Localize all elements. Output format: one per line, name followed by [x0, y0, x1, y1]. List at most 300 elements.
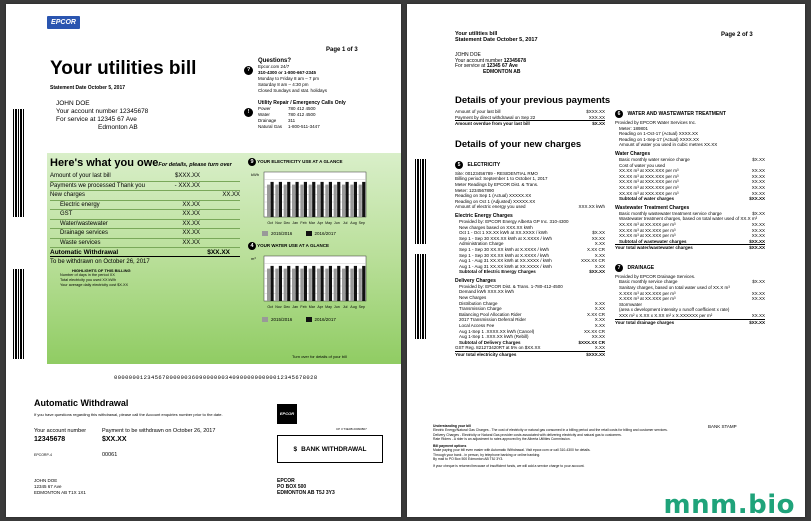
energy-charge-row-label: Sep 1 - Sep 30 XXX.XX kWh at X.XXXX / kWh [459, 235, 553, 241]
delivery-charge-row-label: Aug 1-Sep 1 .XXXX.XX kWh (Cancel) [459, 328, 535, 334]
owe-row-value: XX.XX [182, 201, 200, 208]
statement-date: Statement Date October 5, 2017 [50, 85, 126, 91]
electric-use-chart [250, 170, 368, 226]
row-value: $XXX.XX [586, 109, 605, 114]
energy-charge-row-value: X.XX [594, 252, 605, 258]
electricity-info-line: Site: 00123456789 - RESIDENTIAL RMO [455, 170, 538, 176]
gst-row-label: GST Reg. 821273420RT at 5% on $XX.XX [455, 345, 541, 351]
bar-current [304, 182, 307, 217]
month-tick-label: Jun [333, 221, 340, 225]
bar-previous [300, 185, 303, 217]
bar-current [362, 266, 365, 301]
bar-current [279, 182, 282, 217]
account-number: 12345678 [503, 57, 526, 64]
owe-row-label: GST [60, 211, 73, 217]
question-icon: ? [244, 66, 253, 75]
delivery-charge-row-value: X.XX CR [586, 311, 605, 317]
drainage-charge-row-value: $X.XX [752, 279, 765, 285]
new-charges-title: Details of your new charges [455, 138, 582, 150]
wastewater-charge-row-label: XX.XX m³ at XX.XXX per m³ [619, 233, 676, 239]
bar-previous [317, 185, 320, 217]
bank-withdrawal-box [277, 435, 383, 463]
customer-name: JOHN DOE [56, 100, 90, 107]
energy-sub-line: Provided by: EPCOR Energy Alberta GP Inc. 310-4300 [459, 218, 569, 224]
charges-right-column [615, 102, 765, 325]
drainage-charge-row-label: X.XXX m³ at XX.XXX per m³ [619, 290, 676, 296]
month-tick-label: Mar [308, 305, 315, 309]
electric-legend [262, 231, 336, 236]
energy-sub-line: New charges based on XXX.XX kWh [459, 224, 533, 230]
bill-title: Your utilities bill [50, 58, 197, 79]
drainage-charge-row-label: Stormwater [619, 301, 643, 307]
bar-previous [275, 269, 278, 301]
month-tick-label: May [325, 305, 332, 309]
bar-previous [309, 269, 312, 301]
wastewater-charge-row-label: Wastewater treatment charges, based on total water used of XX.X m³ [619, 216, 758, 222]
bar-previous [359, 185, 362, 217]
month-tick-label: Apr [317, 221, 323, 225]
delivery-charge-row-value: XX.XX [591, 334, 605, 340]
month-tick-label: Sep [358, 305, 366, 309]
bar-current [346, 182, 349, 217]
dollar-icon: $ [293, 445, 298, 453]
bill-page-1 [6, 4, 401, 517]
water-total [615, 244, 765, 251]
bar-current [321, 266, 324, 301]
bar-previous [342, 185, 345, 217]
watermark: mnm.bio [663, 490, 795, 520]
month-tick-label: May [325, 221, 332, 225]
bar-current [296, 182, 299, 217]
legend-label: 2015/2016 [271, 317, 293, 322]
owe-row-label: Amount of your last bill [50, 173, 111, 179]
withdrawal-date: To be withdrawn on October 26, 2017 [50, 259, 150, 265]
month-tick-label: Jul [342, 305, 348, 309]
owe-row-value: XX.XX [182, 239, 200, 246]
chart-unit: m³ [251, 256, 256, 261]
energy-used-value: XXX.XX kWh [578, 204, 605, 210]
water-meter-line: Reading on 1-Sep-17 (Actual) XXXX.XX [619, 136, 700, 142]
stub-payment-value: $XX.XX [102, 436, 127, 443]
emergency-service: Power [258, 106, 271, 111]
delivery-charge-row-label: 2017 Transmission Deferral Rider [459, 317, 527, 323]
stub-code-label: EPCORP-4 [34, 453, 52, 457]
cheque-note: If your cheque is returned because of insufficient funds, we will add a service charge to your account. [433, 464, 585, 469]
meter-line: Meter: 1234567890 [455, 187, 495, 193]
owe-row-label: New charges [50, 192, 86, 198]
bar-current [304, 266, 307, 301]
drainage-charge-row-value: XX.XX [751, 313, 765, 319]
bar-previous [300, 269, 303, 301]
emergency-service: Natural Gas [258, 124, 283, 129]
wastewater-charge-row-value: XX.XX [751, 233, 765, 239]
bar-previous [292, 185, 295, 217]
delivery-charge-row-label: New Charges [459, 295, 487, 301]
water-subtotal-value: $XX.XX [749, 196, 765, 202]
month-tick-label: Jan [292, 305, 299, 309]
drainage-charge-row-label: XXX m² x X.XX x X.XX m² x X.XXXXXX per m² [619, 313, 713, 319]
emergency-service: Water [258, 112, 270, 117]
water-info [615, 120, 765, 251]
owe-row [50, 191, 240, 201]
water-charge-row-value: XX.XX [751, 179, 765, 185]
water-legend [262, 317, 336, 322]
water-charge-row-label: Basic monthly water service charge [619, 156, 690, 162]
side-barcode [415, 159, 427, 244]
water-subtotal [615, 196, 765, 202]
address-line: EPCOR [277, 478, 295, 484]
electric-chart-header [248, 158, 343, 166]
electricity-info-line: Billing period: September 1 to October 1, 2017 [455, 176, 548, 182]
energy-charge-row-label: Oct 1 - Oct 1 XX.XX kWh at XX.XXXX / kWh [459, 230, 548, 236]
wastewater-charge-row-value: XX.XX [751, 227, 765, 233]
drainage-charge-row-value: XX.XX [751, 290, 765, 296]
footer-note: Rate Riders - A rider is an adjustment to rates approved by the Alberta Utilities Commission. [433, 436, 571, 441]
wastewater-subtotal-value: $XX.XX [749, 238, 765, 244]
wastewater-charge-row-label: XX.XX m³ at XX.XXX per m³ [619, 221, 676, 227]
water-charge-row-label: XX.XX m³ at XXX.XXX per m³ [619, 184, 679, 190]
water-use-chart [250, 254, 368, 310]
legend-label: 2016/2017 [314, 231, 336, 236]
water-provider: Provided by EPCOR Water Services Inc. [615, 120, 697, 125]
delivery-subtotal-value: $XXX.XX CR [578, 339, 605, 345]
water-charge-row-label: XX.XX m³ at XXX.XXX per m³ [619, 190, 679, 196]
owe-rows [50, 172, 240, 248]
bar-previous [267, 185, 270, 217]
emergency-box [244, 100, 394, 129]
highlights-title: HIGHLIGHTS OF THIS BILLING [72, 268, 131, 273]
total-value: $XXX.XX [586, 352, 605, 357]
bar-current [321, 182, 324, 217]
row-label: Amount overdue from your last bill [455, 121, 530, 127]
stub-payment-label: Payment to be withdrawn on October 26, 2017 [102, 428, 216, 434]
electricity-title: ELECTRICITY [467, 161, 501, 168]
chart-badge: 4 [248, 242, 256, 250]
questions-line[interactable]: 310-4300 or 1-800-667-2345 [258, 70, 317, 75]
electricity-total [455, 351, 605, 358]
row-value: XXX.XX [588, 114, 605, 120]
water-meter-line: Reading on 1-Oct-17 (Actual) XXXX.XX [619, 131, 699, 137]
bar-current [362, 182, 365, 217]
owe-row-label: Waste services [60, 239, 101, 246]
water-charge-row-label: XX.XX m³ at XXX.XXX per m³ [619, 168, 679, 174]
energy-charge-row-value: XXX.XX CR [580, 258, 605, 264]
water-charge-row-label: XX.XX m³ at XXX.XXX per m³ [619, 173, 679, 179]
month-tick-label: Nov [275, 305, 282, 309]
bar-current [271, 182, 274, 217]
account-label: Your account number [455, 57, 503, 64]
water-charge-row-label: Cost of water you used [619, 162, 666, 168]
bank-stamp-label: BANK STAMP [708, 424, 737, 429]
delivery-charge-row-value: X.XX [594, 323, 605, 329]
bill-page-2 [407, 4, 805, 517]
understanding-title: Understanding your bill [433, 424, 472, 428]
energy-charge-row-value: X.XX [594, 263, 605, 269]
address-line: PO BOX 500 [277, 484, 307, 490]
owe-row [50, 220, 240, 230]
service-label: For service at [56, 116, 96, 123]
footer-note: Electric Energy/Natural Gas Charges - The cost of electricity or natural gas consumed in a billing period and the retail costs for billing and customer services. [433, 428, 668, 433]
chart-badge: 9 [248, 158, 256, 166]
month-tick-label: Aug [350, 305, 357, 309]
energy-used-label: Amount of electric energy you used [455, 204, 526, 210]
delivery-charge-row-label: Local Access Fee [459, 323, 495, 329]
bar-current [354, 182, 357, 217]
owe-row-label: Payments we processed Thank you [50, 182, 145, 189]
energy-charge-row-label: Sep 1 - Sep 30 XX.XX kWh at X.XXXX / kWh [459, 246, 550, 252]
owe-row-value: XX.XX [222, 192, 240, 198]
auto-withdrawal-value: $XX.XX [207, 249, 230, 256]
bar-previous [317, 269, 320, 301]
owe-row [50, 201, 240, 211]
water-charge-row-value: XX.XX [751, 190, 765, 196]
bar-previous [334, 269, 337, 301]
meter-line: Reading on Oct 1 (Adjusted) XXXXX.XX [455, 198, 536, 204]
owe-row-value: XX.XX [182, 211, 200, 217]
payment-option: Through your bank - in person, by telephone banking or online banking. [433, 452, 541, 457]
bar-previous [350, 269, 353, 301]
drainage-info [615, 274, 765, 325]
wastewater-charge-row-value: $X.XX [752, 210, 765, 216]
total-label: Your total drainage charges [615, 319, 675, 325]
month-tick-label: Apr [317, 305, 323, 309]
legend-swatch-current [306, 317, 312, 322]
drainage-charge-row-label: Sanitary charges, based on total water used of XX.X m³ [619, 285, 730, 291]
emergency-phone: 311 [288, 118, 296, 123]
owe-row [50, 239, 240, 249]
stub-cp-code: CP 3 T3E0B 20090807 [336, 427, 367, 431]
questions-line[interactable]: Epcor.com 24/7 [258, 64, 290, 69]
total-label: Your total electricity charges [455, 352, 517, 357]
address-line: EDMONTON AB T1X 1X1 [34, 490, 86, 495]
month-tick-label: Nov [275, 221, 282, 225]
month-tick-label: Oct [267, 305, 273, 309]
bar-previous [342, 269, 345, 301]
emergency-phone: 780 412 4500 [288, 112, 316, 117]
total-value: $XX.XX [749, 245, 765, 251]
account-label: Your account number [56, 108, 118, 115]
bar-previous [334, 185, 337, 217]
month-tick-label: Feb [300, 305, 307, 309]
water-charge-row-value: XX.XX [751, 184, 765, 190]
previous-payment-row [455, 120, 605, 127]
drainage-charge-row-value: XX.XX [751, 296, 765, 302]
stub-account-number: 12345678 [34, 436, 66, 443]
section-badge: 5 [455, 161, 463, 169]
month-tick-label: Oct [267, 221, 273, 225]
drainage-charge-row-label: Basic monthly service charge [619, 279, 678, 285]
electric-chart-title: YOUR ELECTRICITY USE AT A GLANCE [257, 159, 343, 164]
wastewater-charge-row-label: XX.XX m³ at XX.XXX per m³ [619, 227, 676, 233]
delivery-sub-line: Provided by: EPCOR Dist. & Trans. 1-780-412-4500 [459, 283, 563, 289]
bar-current [354, 266, 357, 301]
emergency-title: Utility Repair / Emergency Calls Only [258, 100, 346, 106]
energy-charge-row-value: XX.XX [591, 235, 605, 241]
alert-icon: ! [244, 108, 253, 117]
total-value: $XX.XX [749, 319, 765, 325]
emergency-row [258, 124, 388, 130]
row-value: $X.XX [592, 121, 605, 127]
delivery-charges-title: Delivery Charges [455, 277, 496, 284]
delivery-charge-row-label: Aug 1-Sep 1 .XXX.XX kWh (Rebill) [459, 334, 529, 340]
epcor-logo: EPCOR [47, 16, 80, 29]
emergency-service: Drainage [258, 118, 277, 123]
page2-header [455, 31, 538, 44]
water-charge-row-value: XX.XX [751, 173, 765, 179]
month-tick-label: Jun [333, 305, 340, 309]
questions-line: Saturday 8 am – 4:30 pm [258, 82, 309, 87]
header-line: Statement Date October 5, 2017 [455, 37, 538, 44]
water-chart-header [248, 242, 329, 250]
water-meter-line: Meter: 189801 [619, 125, 649, 131]
water-chart-title: YOUR WATER USE AT A GLANCE [257, 243, 330, 248]
owe-row-value: - XXX.XX [174, 182, 200, 189]
energy-subtotal-value: $XX.XX [589, 269, 605, 275]
page-number: Page 1 of 3 [326, 47, 358, 53]
bar-current [312, 182, 315, 217]
energy-charge-row-value: X.XX [594, 241, 605, 247]
month-tick-label: Feb [300, 221, 307, 225]
account-number: 12345678 [119, 108, 149, 115]
delivery-sub-line: Demand kWh XXX.XX kWh [459, 289, 515, 295]
bar-previous [292, 269, 295, 301]
delivery-charge-row-value: X.XX [594, 317, 605, 323]
total-label: Your total water/wastewater charges [615, 245, 693, 251]
electricity-section [455, 153, 605, 358]
electricity-info [455, 171, 605, 358]
customer-name: JOHN DOE [455, 52, 481, 58]
emergency-rows [258, 106, 388, 130]
energy-charge-row-label: Sep 1 - Sep 30 XX.XX kWh at X.XXXX / kWh [459, 252, 550, 258]
energy-charge-row-label: Administration Charge [459, 241, 504, 247]
legend-label: 2016/2017 [314, 317, 336, 322]
energy-charges-title: Electric Energy Charges [455, 212, 513, 219]
legend-swatch-prev [262, 317, 268, 322]
owe-title: Here's what you owe [50, 157, 159, 169]
owe-row-value: XX.XX [182, 230, 200, 236]
service-address: 12345 67 Ave [97, 116, 137, 123]
energy-charge-row-value: $X.XX [592, 230, 605, 236]
delivery-charge-row-label: Balancing Pool Allocation Rider [459, 311, 522, 317]
month-tick-label: Sep [358, 221, 366, 225]
highlight-item: Your average daily electricity cost $X.XX [60, 283, 129, 287]
address-line: JOHN DOE [34, 478, 58, 483]
bar-previous [275, 185, 278, 217]
month-tick-label: Dec [283, 221, 291, 225]
drainage-provider: Provided by EPCOR Drainage Services. [615, 273, 696, 279]
service-city: Edmonton AB [98, 124, 138, 131]
bar-current [337, 182, 340, 217]
water-charge-row-value: XX.XX [751, 168, 765, 174]
bar-current [346, 266, 349, 301]
scan-line: 0000000123456780000036090000003409000000000012345678028 [114, 374, 318, 381]
payment-options-title: Bill payment options [433, 444, 467, 449]
address-line: EDMONTON AB T5J 3Y3 [277, 490, 335, 496]
energy-subtotal [455, 269, 605, 275]
row-label: Payment by direct withdrawal on Sep 22 [455, 114, 536, 120]
energy-charge-row-value: X.XX CR [586, 246, 605, 252]
water-meter-line: Amount of water you used in cubic metres XX.XX [619, 142, 718, 148]
energy-charge-row-label: Aug 1 - Aug 31 XX.XX kWh at XX.XXXX / kWh [459, 263, 552, 269]
withdrawal-notice: If you have questions regarding this withdrawal, please call the Account enquiries number prior to the date. [34, 412, 223, 417]
bar-current [329, 266, 332, 301]
section-badge: 7 [615, 264, 623, 272]
stub-account-label: Your account number [34, 428, 87, 434]
stub-epcor-logo: EPCOR [277, 404, 297, 424]
questions-box [244, 58, 394, 93]
wastewater-title: Wastewater Treatment Charges [615, 204, 690, 211]
wastewater-charge-row-value: XX.XX [751, 221, 765, 227]
owe-row [50, 172, 240, 182]
water-charges-title: Water Charges [615, 150, 651, 157]
emergency-phone: 1-800-511-3447 [288, 124, 320, 129]
bar-previous [284, 269, 287, 301]
water-title: WATER AND WASTEWATER TREATMENT [627, 111, 726, 117]
energy-charge-row-label: Aug 1 - Aug 31 XX.XX kWh at XX.XXXX / kWh [459, 258, 552, 264]
payment-option: Make paying your bill even easier with Automatic Withdrawal. Visit epcor.com or call 310-4300 for details. [433, 448, 591, 453]
stub-customer-address [34, 478, 86, 496]
page-number: Page 2 of 3 [721, 32, 753, 38]
questions-line: Monday to Friday 8 am – 7 pm [258, 76, 320, 81]
drainage-charge-row-label: X.XXX m³ at XX.XXX per m³ [619, 296, 676, 302]
legend-swatch-current [306, 231, 312, 236]
month-tick-label: Aug [350, 221, 357, 225]
gst-row-value: X.XX [594, 345, 605, 351]
service-city: EDMONTON AB [483, 68, 521, 75]
owe-row [50, 229, 240, 239]
bar-previous [267, 269, 270, 301]
owe-row-value: $XXX.XX [174, 173, 200, 179]
questions-line: Closed Sundays and stat. holidays [258, 88, 328, 93]
owe-row [50, 210, 240, 220]
bank-withdrawal-label: BANK WITHDRAWAL [301, 445, 367, 453]
bar-current [287, 182, 290, 217]
row-label: Amount of your last bill [455, 109, 501, 114]
bar-previous [325, 185, 328, 217]
wastewater-subtotal-label: Subtotal of wastewater charges [619, 238, 687, 244]
bar-current [271, 266, 274, 301]
stub-code-value: 00061 [102, 452, 118, 458]
delivery-charge-row-label: Transmission Charge [459, 306, 502, 312]
questions-title: Questions? [258, 58, 292, 64]
chart-unit: kWh [251, 172, 259, 177]
payment-option: By mail to PO Box 500 Edmonton AB T5J 3Y3. [433, 457, 504, 462]
bar-current [287, 266, 290, 301]
footer-note: Delivery Charges - Electricity or Natural Gas provider costs associated with delivering electricity and natural gas to customers. [433, 432, 622, 437]
legend-label: 2015/2016 [271, 231, 293, 236]
side-barcode [415, 254, 427, 339]
energy-subtotal-label: Subtotal of Electric Energy Charges [459, 269, 536, 275]
delivery-subtotal-label: Subtotal of Delivery Charges [459, 339, 521, 345]
bar-previous [325, 269, 328, 301]
meter-line: Reading on Sep 1 (Actual) XXXXX.XX [455, 193, 532, 199]
energy-used [455, 204, 605, 210]
bar-previous [309, 185, 312, 217]
service-address: 12345 67 Ave [486, 63, 518, 69]
month-tick-label: Dec [283, 305, 291, 309]
delivery-charge-row-label: Distribution Charge [459, 300, 498, 306]
bar-previous [350, 185, 353, 217]
owe-section [50, 157, 240, 288]
customer-block [56, 100, 148, 132]
header-line: Your utilities bill [455, 31, 498, 37]
delivery-charge-row-value: XX.XX CR [583, 328, 605, 334]
page2-footer [433, 424, 703, 469]
owe-row-label: Electric energy [60, 201, 100, 208]
epcor-mailing-address [277, 478, 335, 496]
bar-previous [284, 185, 287, 217]
emergency-phone: 780 412 4500 [288, 106, 316, 111]
